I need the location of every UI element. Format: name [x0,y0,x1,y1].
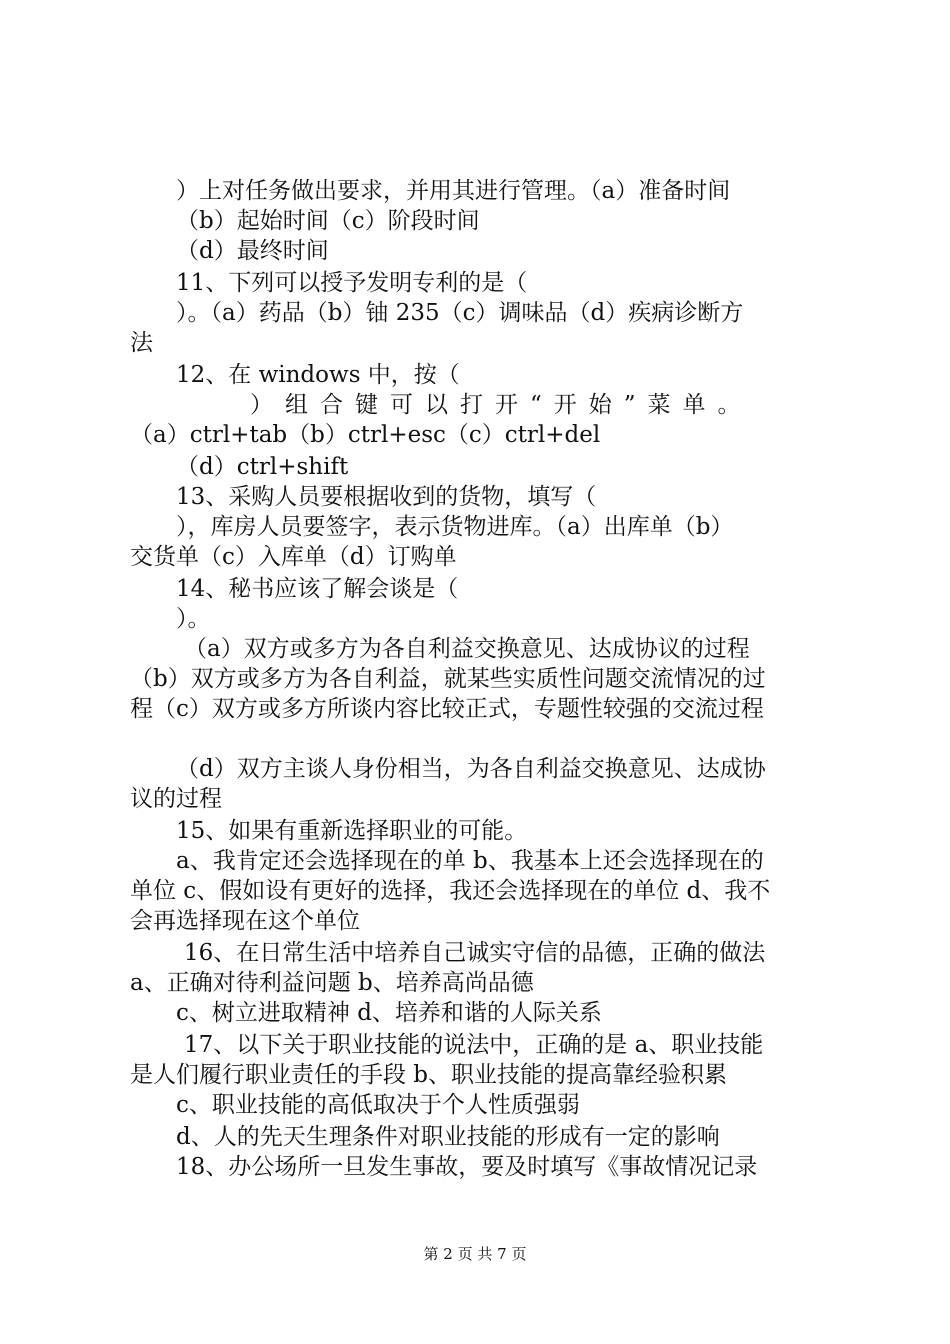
text-line: 会再选择现在这个单位 [130,908,360,934]
text-line: a、正确对待利益问题 b、培养高尚品德 [130,970,534,996]
text-line: 程（c）双方或多方所谈内容比较正式，专题性较强的交流过程 [130,696,764,722]
text-line: ）。（a）药品（b）铀 235（c）调味品（d）疾病诊断方 [176,300,744,326]
text-line: 13、采购人员要根据收到的货物，填写（ [176,484,597,510]
text-line: 交货单（c）入库单（d）订购单 [130,544,457,570]
text-line: （b）起始时间（c）阶段时间 [176,208,480,234]
text-line: 11、下列可以授予发明专利的是（ [176,270,528,296]
text-line: ）。 [176,606,211,632]
text-line: a、我肯定还会选择现在的单 b、我基本上还会选择现在的 [176,848,764,874]
text-line: ）上对任务做出要求，并用其进行管理。（a）准备时间 [176,178,731,204]
text-line: （a）ctrl+tab（b）ctrl+esc（c）ctrl+del [130,422,601,448]
text-line: （d）最终时间 [176,238,329,264]
text-line: c、树立进取精神 d、培养和谐的人际关系 [176,1000,602,1026]
text-line: 议的过程 [130,786,222,812]
text-line: （d）双方主谈人身份相当，为各自利益交换意见、达成协 [176,756,766,782]
text-line: ）组合键可以打开“开始”菜单。 [250,392,753,418]
text-line: （a）双方或多方为各自利益交换意见、达成协议的过程 [184,636,750,662]
text-line: （b）双方或多方为各自利益，就某些实质性问题交流情况的过 [130,666,766,692]
text-line: d、人的先天生理条件对职业技能的形成有一定的影响 [176,1124,720,1150]
text-line: 16、在日常生活中培养自己诚实守信的品德，正确的做法 [184,940,766,966]
text-line: 法 [130,330,153,356]
text-line: 14、秘书应该了解会谈是（ [176,576,459,602]
text-line: ），库房人员要签字，表示货物进库。（a）出库单（b） [176,514,734,540]
text-line: （d）ctrl+shift [176,454,349,480]
text-line: 12、在 windows 中，按（ [176,362,460,388]
text-line: 17、以下关于职业技能的说法中，正确的是 a、职业技能 [184,1032,764,1058]
text-line: c、职业技能的高低取决于个人性质强弱 [176,1092,580,1118]
text-line: 单位 c、假如设有更好的选择，我还会选择现在的单位 d、我不 [130,878,771,904]
page-number-footer: 第 2 页 共 7 页 [423,1245,527,1263]
text-line: 是人们履行职业责任的手段 b、职业技能的提高靠经验积累 [130,1062,728,1088]
text-line: 15、如果有重新选择职业的可能。 [176,818,528,844]
text-line: 18、办公场所一旦发生事故，要及时填写《事故情况记录 [176,1154,758,1180]
